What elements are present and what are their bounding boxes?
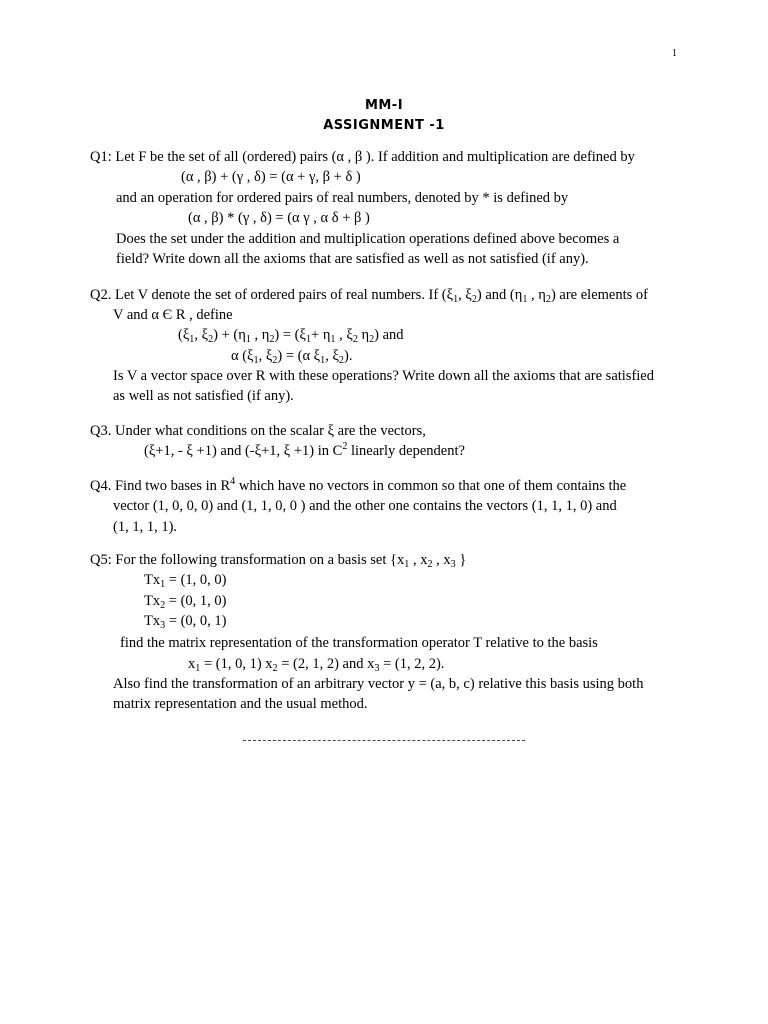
q3-vectors: (ξ+1, - ξ +1) and (-ξ+1, ξ +1) in $C^2$ linearly dependent? <box>144 441 465 459</box>
q5-also-line1: Also find the transformation of an arbitrary vector y = (a, b, c) relative this basis using both <box>113 676 644 692</box>
q2-question-line2: as well as not satisfied (if any). <box>113 388 294 404</box>
q4-line3: (1, 1, 1, 1). <box>113 519 178 535</box>
q2-equation-scalar: α ($\xi_1$, $\xi_2) = (\alpha$ $\xi_1$, $\xi_2$). <box>231 348 353 366</box>
q2-equation-addition: ($\xi_1$, $\xi_2) + (\eta_1$ , $\eta_2) = (\xi_1+ \eta_1$ , $\xi_2$ $\eta_2$) and <box>178 327 404 345</box>
q4-intro: Q4. Find two bases in $R^4$ which have no vectors in common so that one of them contains the <box>90 476 627 494</box>
q1-question-line2: field? Write down all the axioms that are satisfied as well as not satisfied (if any). <box>116 251 589 267</box>
q2-define-line: V and α Є R , define <box>113 307 233 323</box>
q1-operation-text: and an operation for ordered pairs of real numbers, denoted by * is defined by <box>116 190 569 206</box>
q1-equation-star: (α , β) * (γ , δ) = (α γ , α δ + β ) <box>188 210 370 226</box>
q1-equation-addition: (α , β) + (γ , δ) = (α + γ, β + δ ) <box>181 169 361 185</box>
q1-question-line1: Does the set under the addition and multiplication operations defined above becomes a <box>116 231 620 247</box>
q5-also-line2: matrix representation and the usual method. <box>113 696 368 712</box>
q5-basis-vectors: $x_1 = (1$, 0, 1) $x_2 = (2$, 1, 2) and $x_3 = (1$, 2, 2). <box>188 656 445 674</box>
q2-intro: Q2. Let V denote the set of ordered pairs of real numbers. If ($\xi_1$, $\xi_2$) and ($\eta_1$ , $\eta_2$) are elements of <box>90 287 648 305</box>
q3-intro: Q3. Under what conditions on the scalar ξ are the vectors, <box>90 423 426 439</box>
end-separator <box>243 740 525 741</box>
q5-intro: Q5: For the following transformation on a basis set {$x_1$ , $x_2$ , $x_3$ } <box>90 552 467 570</box>
q5-find-line: find the matrix representation of the transformation operator T relative to the basis <box>120 635 598 651</box>
document-title: MM-I <box>364 98 404 113</box>
q5-tx2: $Tx_2 = (0$, 1, 0) <box>144 593 227 611</box>
q4-line2: vector (1, 0, 0, 0) and (1, 1, 0, 0 ) and the other one contains the vectors (1, 1, 1, 0) and <box>113 498 617 514</box>
q2-question-line1: Is V a vector space over R with these operations? Write down all the axioms that are satisfied <box>113 368 654 384</box>
q1-intro: Q1: Let F be the set of all (ordered) pairs (α , β ). If addition and multiplication are defined by <box>90 149 635 165</box>
q5-tx1: $Tx_1 = (1$, 0, 0) <box>144 572 227 590</box>
document-subtitle: ASSIGNMENT -1 <box>323 118 445 133</box>
page-number: 1 <box>672 48 677 59</box>
q5-tx3: $Tx_3 = (0$, 0, 1) <box>144 613 227 631</box>
